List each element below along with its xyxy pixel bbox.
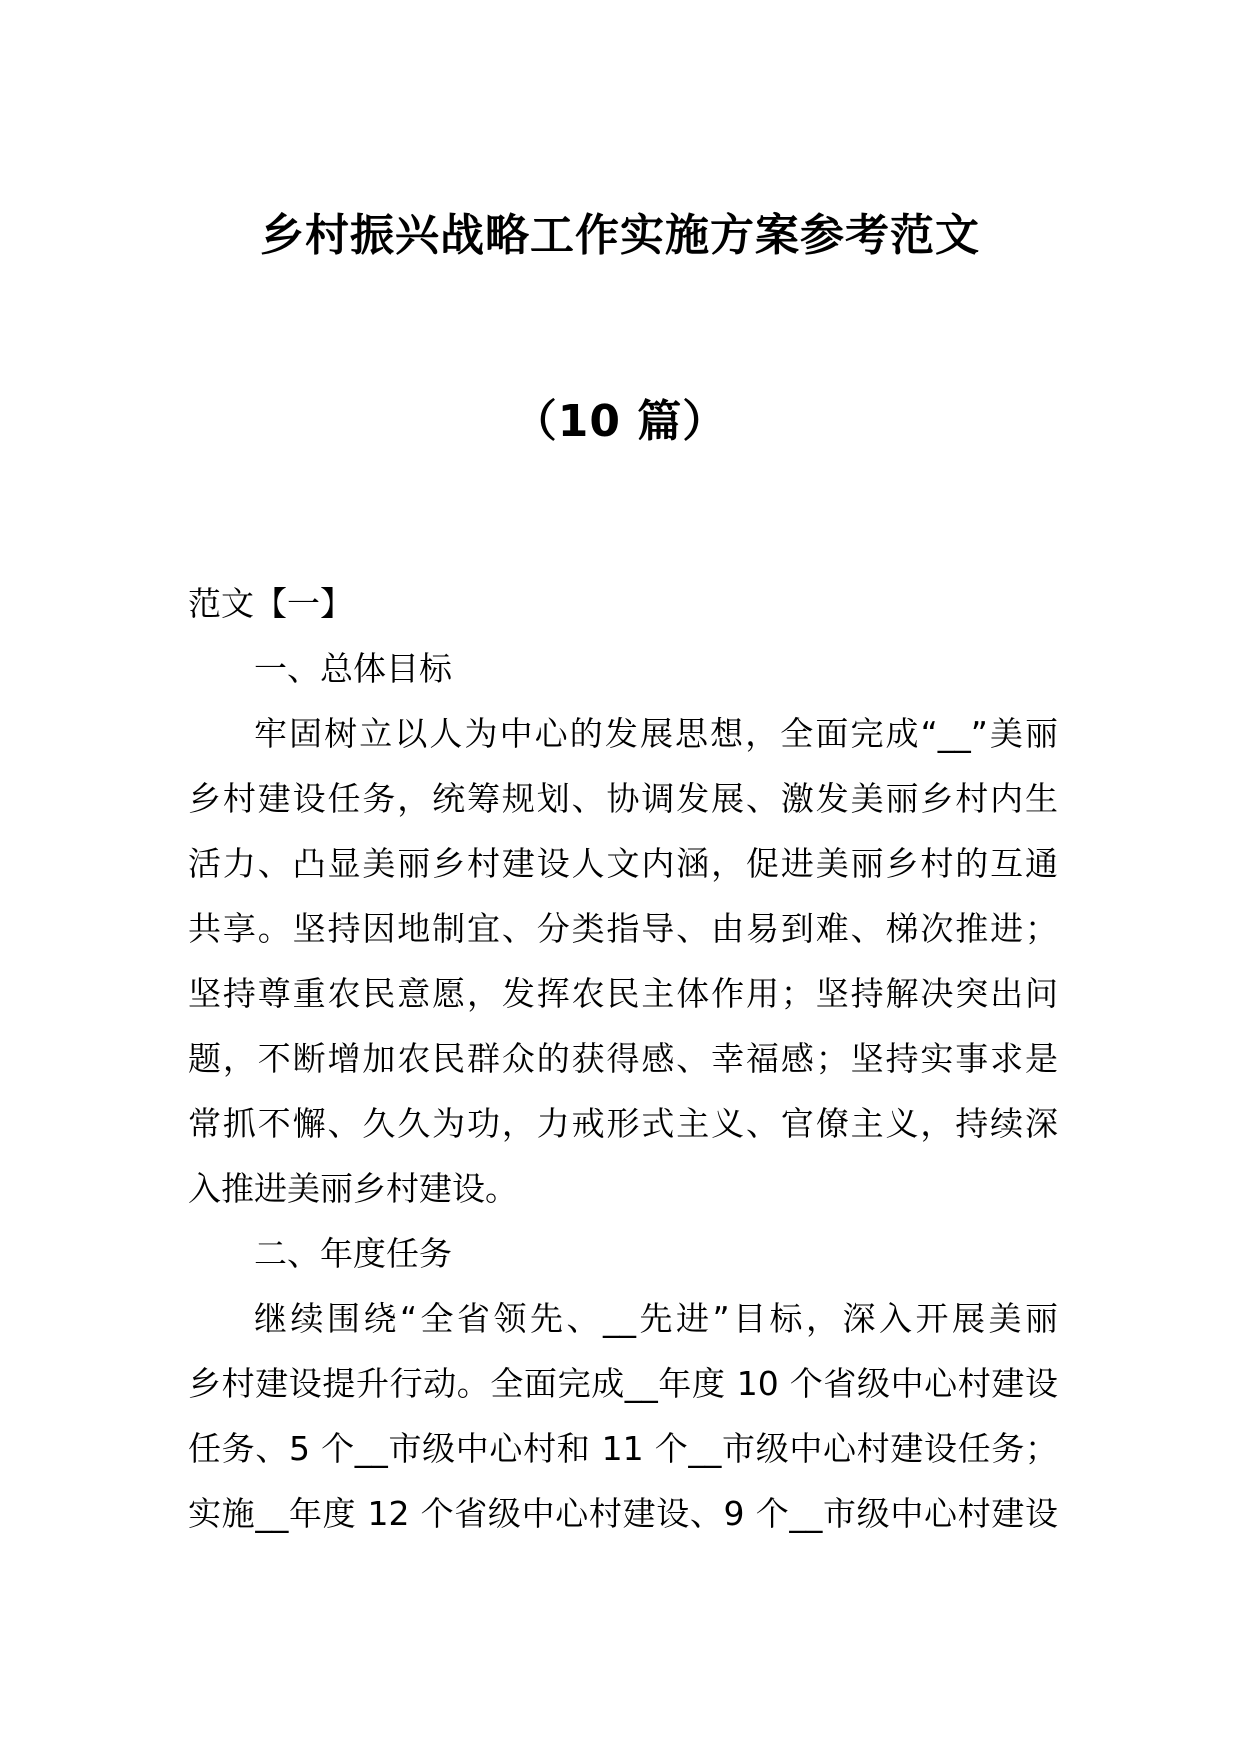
paragraph-line: 题，不断增加农民群众的获得感、幸福感；坚持实事求是 (188, 1039, 1058, 1078)
paragraph-line: 坚持尊重农民意愿，发挥农民主体作用；坚持解决突出问 (188, 974, 1058, 1013)
paragraph-line: 乡村建设任务，统筹规划、协调发展、激发美丽乡村内生 (188, 779, 1058, 818)
paragraph-line: 牢固树立以人为中心的发展思想，全面完成“__”美丽 (254, 714, 1058, 753)
document-body (188, 636, 1058, 1546)
paragraph-line: 入推进美丽乡村建设。 (188, 1169, 518, 1208)
heading-annual-tasks: 二、年度任务 (254, 1234, 452, 1273)
heading-overall-goal: 一、总体目标 (254, 649, 452, 688)
paragraph-line: 活力、凸显美丽乡村建设人文内涵，促进美丽乡村的互通 (188, 844, 1058, 883)
document-title: 乡村振兴战略工作实施方案参考范文 (260, 210, 980, 261)
paragraph-line: 任务、5 个__市级中心村和 11 个__市级中心村建设任务； (188, 1429, 1058, 1468)
paragraph-line: 乡村建设提升行动。全面完成__年度 10 个省级中心村建设 (188, 1364, 1058, 1403)
paragraph-line: 实施__年度 12 个省级中心村建设、9 个__市级中心村建设 (188, 1494, 1058, 1533)
document-subtitle: （10 篇） (512, 396, 728, 447)
paragraph-line: 继续围绕“全省领先、__先进”目标，深入开展美丽 (254, 1299, 1058, 1338)
section-label (188, 571, 1058, 636)
section-label-text: 范文【一】 (188, 584, 353, 623)
paragraph-line: 共享。坚持因地制宜、分类指导、由易到难、梯次推进； (188, 909, 1058, 948)
paragraph-line: 常抓不懈、久久为功，力戒形式主义、官僚主义，持续深 (188, 1104, 1058, 1143)
